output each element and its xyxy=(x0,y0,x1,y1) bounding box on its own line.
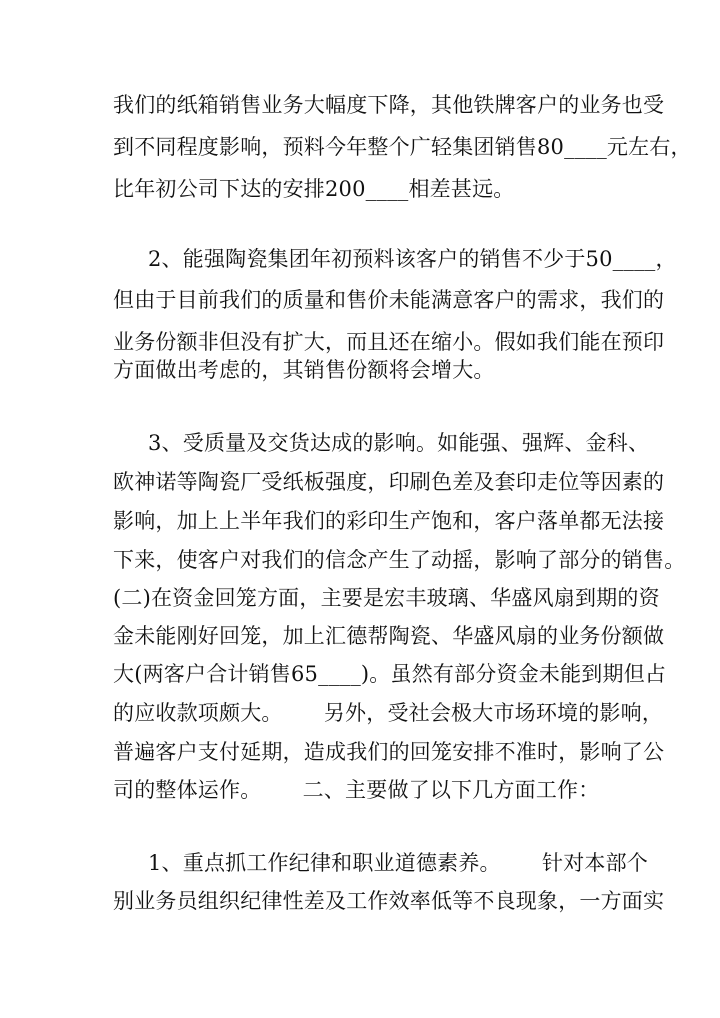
text-line: 欧神诺等陶瓷厂受纸板强度，印刷色差及套印走位等因素的 xyxy=(113,470,665,494)
text-line: 大(两客户合计销售65____)。虽然有部分资金未能到期但占 xyxy=(113,662,667,686)
text-line: 金未能刚好回笼，加上汇德帮陶瓷、华盛风扇的业务份额做 xyxy=(113,624,665,648)
text-line: 普遍客户支付延期，造成我们的回笼安排不准时，影响了公 xyxy=(113,740,665,764)
text-line: 司的整体运作。 二、主要做了以下几方面工作： xyxy=(113,778,600,802)
text-line: 的应收款项颇大。 另外，受社会极大市场环境的影响， xyxy=(113,701,664,725)
text-line: 影响，加上上半年我们的彩印生产饱和，客户落单都无法接 xyxy=(113,509,665,533)
text-line: 到不同程度影响，预料今年整个广轻集团销售80____元左右， xyxy=(113,135,692,159)
text-line: 1、重点抓工作纪律和职业道德素养。 针对本部个 xyxy=(148,851,649,875)
text-line: 下来，使客户对我们的信念产生了动摇，影响了部分的销售。 xyxy=(113,548,686,572)
text-line: 方面做出考虑的，其销售份额将会增大。 xyxy=(113,358,495,382)
text-line: 但由于目前我们的质量和售价未能满意客户的需求，我们的 xyxy=(113,288,665,312)
text-line: 我们的纸箱销售业务大幅度下降，其他铁牌客户的业务也受 xyxy=(113,93,665,117)
text-line: 别业务员组织纪律性差及工作效率低等不良现象，一方面实 xyxy=(113,889,665,913)
text-line: 2、能强陶瓷集团年初预料该客户的销售不少于50____， xyxy=(148,247,677,271)
text-line: 3、受质量及交货达成的影响。如能强、强辉、金科、 xyxy=(148,431,650,455)
text-line: (二)在资金回笼方面，主要是宏丰玻璃、华盛风扇到期的资 xyxy=(113,586,660,610)
text-line: 业务份额非但没有扩大，而且还在缩小。假如我们能在预印 xyxy=(113,330,665,354)
text-line: 比年初公司下达的安排200____相差甚远。 xyxy=(113,177,515,201)
